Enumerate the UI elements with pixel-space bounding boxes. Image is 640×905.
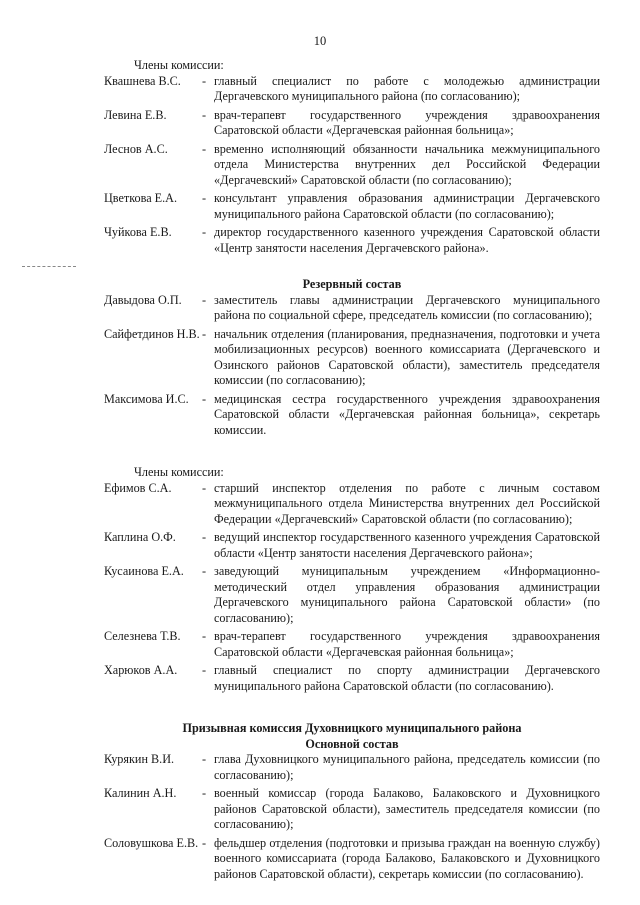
member-entry	[104, 836, 600, 883]
dash: -	[202, 141, 207, 156]
member-position: главный специалист по спорту администрации Дергачевского муниципального района Саратовской области (по согласованию).	[214, 663, 600, 693]
member-position: директор государственного казенного учреждения Саратовской области «Центр занятости населения Дергачевского района».	[214, 225, 600, 255]
member-name: Селезнева Т.В.	[104, 629, 181, 643]
dash: -	[202, 530, 207, 544]
member-position: ведущий инспектор государственного казенного учреждения Саратовской области «Центр занятости населения Дергачевского района»;	[214, 530, 600, 560]
member-position: начальник отделения (планирования, предназначения, подготовки и учета мобилизационных ресурсов) военного комиссариата (Дергачевского и Озинского районов Саратовской области), заместитель председателя комиссии (по согласованию);	[214, 326, 600, 387]
commission-title: Призывная комиссия Духовницкого муниципального района	[182, 721, 522, 735]
member-entry	[104, 481, 600, 528]
member-position: заведующий муниципальным учреждением «Информационно-методический отдел управления образования администрации Дергачевского муниципального района Саратовской области» (по согласованию);	[214, 564, 600, 625]
member-entry	[104, 629, 600, 660]
dash: -	[202, 391, 207, 406]
member-name: Курякин В.И.	[104, 752, 175, 766]
member-position: глава Духовницкого муниципального района, председатель комиссии (по согласованию);	[214, 752, 600, 782]
member-name: Левина Е.В.	[104, 107, 167, 122]
member-entry	[104, 327, 600, 389]
member-position: фельдшер отделения (подготовки и призыва граждан на военную службу) военного комиссариата (города Балаково, Балаковского и Духовницкого районов Саратовской области), секретарь комиссии (по согласованию).	[214, 835, 600, 881]
member-name: Калинин А.Н.	[104, 786, 177, 800]
member-position: главный специалист по работе с молодежью администрации Дергачевского муниципального района (по согласованию);	[214, 73, 600, 103]
member-entry	[104, 142, 600, 189]
member-position: врач-терапевт государственного учреждения здравоохранения Саратовской области «Дергачевская районная больница»;	[214, 629, 600, 659]
members-heading: Члены комиссии:	[134, 465, 224, 479]
dash: -	[202, 564, 207, 578]
dash: -	[202, 752, 207, 766]
member-list	[104, 481, 600, 695]
member-name: Квашнева В.С.	[104, 73, 181, 88]
member-name: Ефимов С.А.	[104, 480, 172, 495]
member-name: Каплина О.Ф.	[104, 530, 176, 544]
margin-mark	[22, 266, 76, 267]
member-name: Максимова И.С.	[104, 391, 189, 406]
members-heading: Члены комиссии:	[134, 58, 224, 72]
member-position: медицинская сестра государственного учреждения здравоохранения Саратовской области «Дергачевская районная больница», секретарь комиссии.	[214, 391, 600, 437]
member-entry	[104, 293, 600, 324]
member-name: Харюков А.А.	[104, 663, 178, 677]
section-title: Резервный состав	[302, 277, 402, 291]
dash: -	[202, 292, 207, 307]
member-entry	[104, 392, 600, 439]
member-entry	[104, 530, 600, 561]
member-name: Кусаинова Е.А.	[104, 564, 184, 578]
member-entry	[104, 225, 600, 256]
member-entry	[104, 752, 600, 783]
dash: -	[202, 225, 207, 239]
member-list	[104, 74, 600, 257]
member-position: врач-терапевт государственного учреждения здравоохранения Саратовской области «Дергачевская районная больница»;	[214, 107, 600, 137]
member-position: военный комиссар (города Балаково, Балаковского и Духовницкого районов Саратовской области), заместитель председателя комиссии (по согласованию);	[214, 786, 600, 831]
page-number: 10	[313, 34, 327, 48]
member-name: Цветкова Е.А.	[104, 191, 178, 205]
dash: -	[202, 107, 207, 122]
member-entry	[104, 786, 600, 833]
member-name: Леснов А.С.	[104, 141, 168, 156]
dash: -	[202, 663, 207, 677]
member-name: Чуйкова Е.В.	[104, 225, 172, 239]
dash: -	[202, 73, 207, 88]
member-list	[104, 293, 600, 439]
member-entry	[104, 108, 600, 139]
dash: -	[202, 326, 207, 341]
member-entry	[104, 191, 600, 222]
member-position: заместитель главы администрации Дергачевского муниципального района по социальной сфере, председатель комиссии (по согласованию);	[214, 292, 600, 322]
member-entry	[104, 564, 600, 626]
member-entry	[104, 663, 600, 694]
dash: -	[202, 629, 207, 643]
member-position: временно исполняющий обязанности начальника межмуниципального отдела Министерства внутренних дел Российской Федерации «Дергачевский» Саратовской области (по согласованию);	[214, 141, 600, 187]
dash: -	[202, 786, 207, 800]
member-name: Сайфетдинов Н.В.	[104, 326, 200, 341]
dash: -	[202, 835, 207, 850]
member-entry	[104, 74, 600, 105]
member-list	[104, 752, 600, 882]
document-body	[104, 58, 600, 885]
member-position: консультант управления образования администрации Дергачевского муниципального района Саратовской области (по согласованию);	[214, 191, 600, 221]
member-name: Давыдова О.П.	[104, 292, 182, 307]
member-name: Соловушкова Е.В.	[104, 835, 199, 850]
section-subtitle: Основной состав	[305, 736, 399, 751]
dash: -	[202, 191, 207, 205]
member-position: старший инспектор отделения по работе с личным составом межмуниципального отдела Министерства внутренних дел Российской Федерации «Дергачевский» Саратовской области (по согласованию);	[214, 480, 600, 526]
dash: -	[202, 480, 207, 495]
